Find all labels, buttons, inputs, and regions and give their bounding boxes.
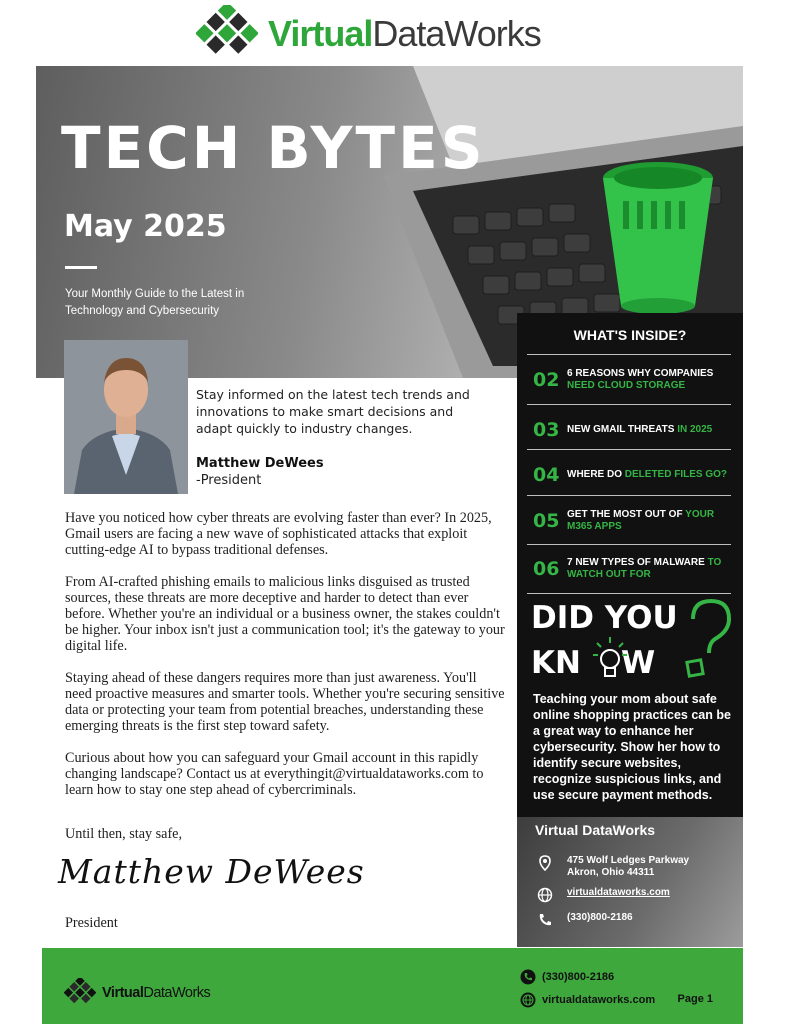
footer-brand — [102, 985, 210, 1001]
logo-mark-icon — [196, 5, 258, 63]
president-intro: Stay informed on the latest tech trends and innovations to make smart decisions and adapt quickly to industry changes. — [196, 387, 470, 436]
dyk-w: W — [620, 645, 656, 681]
toc-item[interactable] — [527, 544, 731, 594]
contact-phone[interactable] — [537, 912, 633, 928]
issue-date: May 2025 — [64, 209, 227, 244]
letter-paragraph: Curious about how you can safeguard your Gmail account in this rapidly changing landscape? Contact us at everythingit@virtualdataworks.com to learn how to stay one step ahead of cybercriminals. — [65, 750, 484, 798]
footer-phone-number[interactable]: (330)800-2186 — [542, 971, 615, 983]
website-link[interactable]: virtualdataworks.com — [567, 887, 670, 898]
toc-page-number: 04 — [533, 463, 560, 486]
contact-address — [537, 855, 689, 879]
brand-virtual: Virtual — [268, 13, 373, 54]
contact-title: Virtual DataWorks — [535, 822, 656, 838]
brand-name — [268, 13, 541, 55]
toc-page-number: 05 — [533, 509, 560, 532]
question-mark-icon — [685, 597, 735, 681]
toc-label — [567, 557, 727, 581]
globe-icon — [537, 887, 553, 903]
letter-body — [65, 510, 505, 814]
globe-icon — [520, 992, 536, 1008]
toc-label-white: 6 REASONS WHY COMPANIES — [567, 367, 714, 379]
phone-icon — [537, 912, 553, 928]
president-title: -President — [196, 473, 262, 488]
toc-label-green: TO WATCH OUT FOR — [567, 557, 722, 580]
footer-phone[interactable] — [520, 969, 614, 985]
header-logo[interactable] — [196, 4, 541, 64]
toc-item[interactable] — [527, 354, 731, 404]
dyk-line-1: DID YOU — [531, 600, 678, 636]
letter-paragraph: From AI-crafted phishing emails to malicious links disguised as trusted sources, these threats are more deceptive and harder to detect than ever before. Whether you're an individual or a business owner, the stakes couldn't be higher. Your inbox isn't just a communication tool; it's the gateway to your digital life. — [65, 574, 505, 654]
dyk-kn: KN — [531, 645, 581, 681]
brand-dataworks: DataWorks — [372, 13, 541, 54]
brand-virtual: Virtual — [102, 985, 144, 1001]
toc-label-white: 7 NEW TYPES OF MALWARE — [567, 557, 705, 568]
phone-icon — [520, 969, 536, 985]
footer-website-link[interactable]: virtualdataworks.com — [542, 994, 656, 1006]
footer — [42, 948, 743, 1024]
contact-box — [517, 817, 743, 947]
signature: Matthew DeWees — [58, 852, 365, 891]
letter-signoff: Until then, stay safe, — [65, 826, 183, 842]
toc-item[interactable] — [527, 404, 731, 454]
letter-paragraph: Staying ahead of these dangers requires more than just awareness. You'll need proactive measures and smarter tools. Whether you're securing sensitive data or protecting your team from potential breaches, understanding these emerging threats is the first step toward safety. — [65, 670, 505, 734]
toc-label — [567, 424, 727, 436]
toc-label-green: IN 2025 — [677, 423, 713, 435]
toc-page-number: 03 — [533, 418, 560, 441]
signature-role: President — [65, 915, 118, 931]
newsletter-title: TECH BYTES — [61, 114, 486, 182]
logo-mark-icon — [64, 978, 96, 1008]
footer-logo[interactable] — [64, 978, 210, 1008]
toc-label — [567, 368, 727, 392]
toc-label-white: NEW GMAIL THREATS — [567, 423, 675, 435]
phone-number[interactable]: (330)800-2186 — [567, 912, 633, 923]
toc-page-number: 06 — [533, 558, 560, 580]
toc-page-number: 02 — [533, 368, 560, 391]
footer-website[interactable] — [520, 992, 655, 1008]
toc-label-white: WHERE DO — [567, 468, 622, 480]
toc-label — [567, 509, 727, 533]
whats-inside-sidebar — [517, 313, 743, 817]
toc-label-green: NEED CLOUD STORAGE — [567, 379, 686, 391]
sidebar-heading: WHAT'S INSIDE? — [573, 327, 687, 343]
toc-label — [567, 469, 727, 481]
page-number: Page 1 — [677, 993, 713, 1005]
toc-label-green: DELETED FILES GO? — [624, 468, 728, 480]
wastebasket-icon — [603, 162, 713, 314]
divider — [65, 266, 97, 269]
toc-label-green: YOUR M365 APPS — [567, 508, 715, 532]
newsletter-subtitle: Your Monthly Guide to the Latest in Technology and Cybersecurity — [65, 288, 245, 317]
toc-label-white: GET THE MOST OUT OF — [567, 508, 683, 520]
did-you-know-fact: Teaching your mom about safe online shopping practices can be a great way to enhance her cybersecurity. Show her how to identify secure websites, recognize suspicious links, and use secure payment methods. — [533, 692, 731, 802]
brand-dataworks: DataWorks — [143, 985, 211, 1001]
address-line-1: 475 Wolf Ledges Parkway — [567, 855, 690, 866]
president-photo — [64, 340, 188, 494]
president-name: Matthew DeWees — [196, 456, 324, 471]
letter-paragraph: Have you noticed how cyber threats are evolving faster than ever? In 2025, Gmail users are facing a new wave of sophisticated attacks that exploit cutting-edge AI to bypass traditional defenses. — [65, 510, 492, 558]
toc-item[interactable] — [527, 495, 731, 545]
toc-item[interactable] — [527, 449, 731, 499]
lightbulb-icon — [592, 635, 628, 681]
address-line-2: Akron, Ohio 44311 — [567, 867, 655, 878]
contact-website[interactable] — [537, 887, 670, 903]
location-pin-icon — [537, 855, 553, 871]
